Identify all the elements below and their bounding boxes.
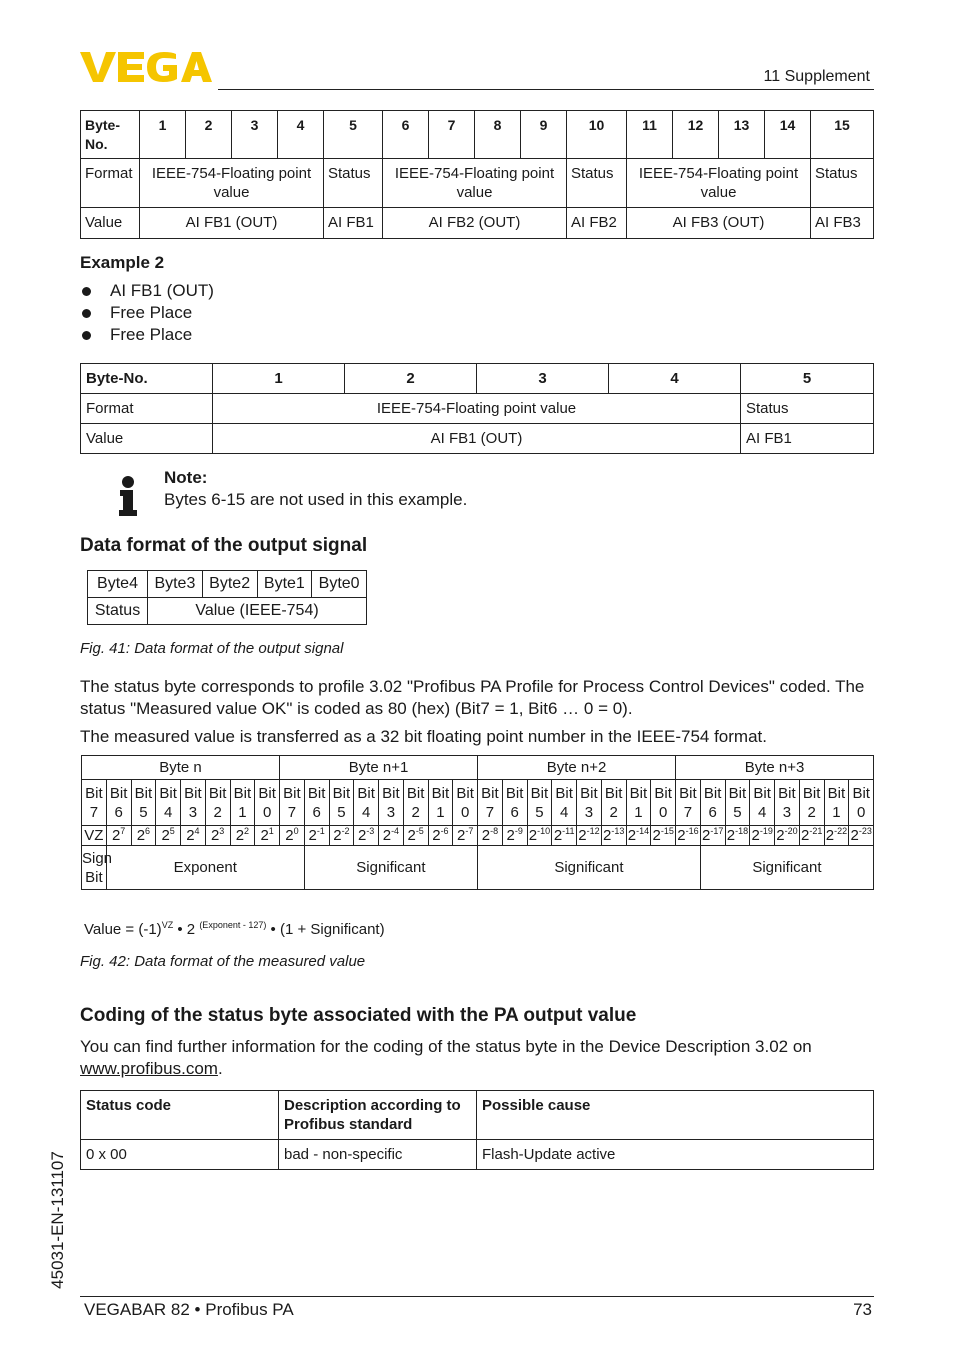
power-base: 2	[652, 827, 661, 844]
footer-rule	[80, 1296, 874, 1297]
bit-cell	[379, 780, 404, 826]
bit-word: Bit	[530, 784, 549, 802]
power-cell	[700, 826, 725, 846]
table-cell: 14	[765, 111, 811, 159]
power-exponent: 4	[194, 826, 200, 836]
power-base: 2	[825, 827, 835, 844]
table-cell: Byte-No.	[81, 111, 140, 159]
table-cell: Byte n+3	[676, 756, 874, 780]
example-2-table	[80, 363, 874, 454]
power-base: 2	[677, 827, 686, 844]
table-cell: 13	[719, 111, 765, 159]
bit-word: Bit	[159, 784, 177, 802]
table-cell: Format	[81, 159, 140, 208]
power-base: 2	[850, 827, 859, 844]
power-base: 2	[260, 827, 269, 844]
table-cell: Significant	[478, 846, 701, 890]
power-cell	[478, 826, 503, 846]
bit-cell	[304, 780, 329, 826]
table-cell: IEEE-754-Floating point value	[140, 159, 324, 208]
bit-cell	[255, 780, 280, 826]
bit-word: Bit	[456, 784, 474, 802]
power-exponent: -8	[490, 826, 499, 836]
table-cell: Byte0	[312, 571, 367, 598]
bit-number: 5	[535, 803, 544, 821]
power-cell	[131, 826, 156, 846]
table-cell: Status	[567, 159, 627, 208]
bit-number: 6	[114, 803, 123, 821]
power-base: 2	[407, 827, 416, 844]
example-heading: Example 2	[80, 253, 165, 272]
table-cell: 1	[140, 111, 186, 159]
table-cell: Significant	[700, 846, 873, 890]
power-cell	[403, 826, 428, 846]
table-cell: Byte n+2	[478, 756, 676, 780]
bit-cell	[403, 780, 428, 826]
list-item: AI FB1 (OUT)	[80, 280, 214, 302]
table-header: Description according to Profibus standard	[279, 1091, 477, 1140]
bit-word: Bit	[332, 784, 351, 802]
header-rule	[218, 89, 874, 90]
bit-word: Bit	[109, 784, 128, 802]
bit-number: 3	[584, 803, 594, 821]
table-cell	[82, 846, 113, 890]
paragraph-text: You can find further information for the coding of the status byte in the Device Description 3.02 on	[80, 1037, 812, 1056]
formula-mid: • 2	[173, 921, 200, 938]
info-icon	[116, 474, 140, 516]
table-cell: 6	[383, 111, 429, 159]
power-exponent: 6	[145, 826, 151, 836]
bit-word: Bit	[258, 784, 276, 802]
power-base: 2	[553, 827, 563, 844]
section-heading: Coding of the status byte associated with the PA output value	[80, 1005, 637, 1026]
bit-cell	[700, 780, 725, 826]
table-cell: Value	[81, 424, 213, 454]
sign-bit-label-a: Sign	[82, 849, 113, 867]
power-cell	[527, 826, 552, 846]
bit-word: Bit	[604, 784, 623, 802]
bit-word: Bit	[357, 784, 375, 802]
table-cell: 4	[609, 364, 741, 394]
bit-number: 3	[188, 803, 198, 821]
bit-word: Bit	[728, 784, 747, 802]
bit-cell	[156, 780, 181, 826]
section-label: 11 Supplement	[763, 68, 870, 85]
power-exponent: -4	[391, 826, 400, 836]
table-cell: 7	[429, 111, 475, 159]
table-cell: 5	[741, 364, 874, 394]
power-cell	[626, 826, 651, 846]
power-exponent: -14	[636, 826, 650, 836]
power-exponent: -18	[735, 826, 749, 836]
power-cell	[329, 826, 354, 846]
bit-cell	[230, 780, 255, 826]
bit-cell	[131, 780, 156, 826]
power-base: 2	[627, 827, 637, 844]
paragraph	[80, 1036, 880, 1080]
power-cell	[453, 826, 478, 846]
bit-number: 4	[361, 803, 371, 821]
bit-number: 0	[857, 803, 866, 821]
bit-number: 5	[139, 803, 148, 821]
bit-cell	[849, 780, 874, 826]
table-cell: AI FB3 (OUT)	[627, 208, 811, 239]
formula-start: Value = (-1)	[84, 921, 162, 938]
table-cell: Byte-No.	[81, 364, 213, 394]
table-cell: Byte3	[148, 571, 203, 598]
bit-number: 0	[659, 803, 668, 821]
table-cell: Flash-Update active	[477, 1140, 874, 1170]
bit-cell	[205, 780, 230, 826]
bit-number: 2	[411, 803, 420, 821]
power-exponent: -15	[660, 826, 674, 836]
bit-word: Bit	[208, 784, 227, 802]
power-base: 2	[382, 827, 392, 844]
power-exponent: 0	[293, 826, 299, 836]
table-cell: Status	[88, 598, 148, 625]
bit-number: 1	[832, 803, 841, 821]
formula-exp: (Exponent - 127)	[199, 920, 267, 930]
table-header: Possible cause	[477, 1091, 874, 1140]
power-base: 2	[776, 827, 785, 844]
table-cell: Byte n	[82, 756, 280, 780]
power-cell	[799, 826, 824, 846]
power-cell	[354, 826, 379, 846]
power-cell	[255, 826, 280, 846]
bit-cell	[577, 780, 602, 826]
bit-number: 1	[634, 803, 643, 821]
power-cell	[577, 826, 602, 846]
figure-caption: Fig. 41: Data format of the output signal	[80, 640, 344, 657]
power-exponent: -22	[834, 826, 848, 836]
table-cell: AI FB1 (OUT)	[213, 424, 741, 454]
power-base: 2	[456, 827, 466, 844]
bit-cell	[775, 780, 800, 826]
bit-number: 5	[337, 803, 346, 821]
table-cell: 3	[477, 364, 609, 394]
table-cell: Significant	[304, 846, 477, 890]
bit-number: 6	[312, 803, 321, 821]
table-cell: Value (IEEE-754)	[148, 598, 367, 625]
bit-number: 2	[807, 803, 816, 821]
figure-caption: Fig. 42: Data format of the measured value	[80, 953, 366, 970]
table-cell: AI FB1 (OUT)	[140, 208, 324, 239]
bit-cell	[799, 780, 824, 826]
table-cell: AI FB2	[567, 208, 627, 239]
vega-logo	[80, 50, 212, 84]
bit-cell	[552, 780, 577, 826]
bit-word: Bit	[431, 784, 450, 802]
table-cell: Value	[81, 208, 140, 239]
bit-word: Bit	[852, 784, 870, 802]
power-exponent: -23	[858, 826, 872, 836]
document-number	[47, 1140, 69, 1300]
power-base: 2	[726, 827, 736, 844]
power-base: 2	[333, 827, 342, 844]
table-cell: Byte2	[202, 571, 257, 598]
bit-word: Bit	[233, 784, 252, 802]
power-base: 2	[235, 827, 245, 844]
bit-number: 7	[89, 803, 99, 821]
bit-number: 4	[758, 803, 767, 821]
bit-number: 7	[287, 803, 297, 821]
power-cell	[824, 826, 849, 846]
power-exponent: 5	[169, 826, 175, 836]
power-exponent: -19	[759, 826, 773, 836]
power-exponent: -13	[611, 826, 625, 836]
bit-cell	[676, 780, 701, 826]
bit-number: 2	[609, 803, 618, 821]
bit-number: 3	[782, 803, 792, 821]
power-base: 2	[111, 827, 121, 844]
power-exponent: -17	[710, 826, 724, 836]
power-base: 2	[602, 827, 612, 844]
power-exponent: 2	[244, 826, 250, 836]
example-bullet-list	[80, 280, 214, 346]
table-cell: 15	[811, 111, 874, 159]
power-cell	[205, 826, 230, 846]
power-cell	[601, 826, 626, 846]
note-title: Note:	[164, 468, 208, 487]
table-cell: bad - non-specific	[279, 1140, 477, 1170]
bit-number: 4	[163, 803, 173, 821]
power-base: 2	[357, 827, 367, 844]
bit-word: Bit	[753, 784, 771, 802]
status-code-table	[80, 1090, 874, 1170]
power-exponent: -2	[341, 826, 350, 836]
bit-cell	[478, 780, 503, 826]
bit-word: Bit	[802, 784, 821, 802]
formula-vz: VZ	[161, 920, 174, 930]
bit-cell	[750, 780, 775, 826]
table-cell: 5	[324, 111, 383, 159]
bit-word: Bit	[580, 784, 598, 802]
power-base: 2	[186, 827, 195, 844]
power-cell	[106, 826, 131, 846]
power-base: 2	[751, 827, 760, 844]
power-exponent: -7	[465, 826, 474, 836]
power-exponent: -5	[415, 826, 424, 836]
sign-bit-label-b: Bit	[85, 868, 103, 886]
table-cell: AI FB1	[324, 208, 383, 239]
list-item: Free Place	[80, 302, 214, 324]
bit-cell	[601, 780, 626, 826]
table-cell: AI FB3	[811, 208, 874, 239]
bit-word: Bit	[481, 784, 499, 802]
power-base: 2	[432, 827, 441, 844]
paragraph: The measured value is transferred as a 32 bit floating point number in the IEEE-754 format.	[80, 727, 767, 746]
table-cell: AI FB1	[741, 424, 874, 454]
bit-word: Bit	[505, 784, 524, 802]
bit-number: 6	[510, 803, 519, 821]
table-cell: 11	[627, 111, 673, 159]
table-header: Status code	[81, 1091, 279, 1140]
bit-number: 7	[485, 803, 495, 821]
power-base: 2	[285, 827, 294, 844]
table-cell: 4	[278, 111, 324, 159]
footer-product: VEGABAR 82 • Profibus PA	[84, 1300, 294, 1319]
bit-word: Bit	[85, 784, 103, 802]
table-cell: IEEE-754-Floating point value	[627, 159, 811, 208]
table-cell: AI FB2 (OUT)	[383, 208, 567, 239]
bit-word: Bit	[679, 784, 697, 802]
power-cell	[379, 826, 404, 846]
power-cell	[651, 826, 676, 846]
power-exponent: -20	[784, 826, 798, 836]
power-exponent: -1	[316, 826, 325, 836]
power-cell	[280, 826, 305, 846]
power-cell	[181, 826, 206, 846]
table-cell: Byte4	[88, 571, 148, 598]
list-item: Free Place	[80, 324, 214, 346]
power-base: 2	[528, 827, 538, 844]
bit-cell	[354, 780, 379, 826]
bit-number: 2	[213, 803, 222, 821]
bit-cell	[181, 780, 206, 826]
bit-cell	[725, 780, 750, 826]
table-cell: Exponent	[106, 846, 304, 890]
table-cell: 2	[186, 111, 232, 159]
power-exponent: -10	[537, 826, 551, 836]
bit-word: Bit	[827, 784, 846, 802]
bit-cell	[502, 780, 527, 826]
table-cell: 1	[213, 364, 345, 394]
bit-cell	[329, 780, 354, 826]
bit-cell	[651, 780, 676, 826]
table-cell: 10	[567, 111, 627, 159]
power-base: 2	[210, 827, 220, 844]
power-exponent: 3	[219, 826, 225, 836]
power-base: 2	[161, 827, 170, 844]
bit-cell	[527, 780, 552, 826]
formula-end: • (1 + Significant)	[266, 921, 385, 938]
power-cell	[775, 826, 800, 846]
bit-word: Bit	[654, 784, 672, 802]
power-base: 2	[702, 827, 711, 844]
power-cell	[849, 826, 874, 846]
bit-number: 0	[460, 803, 470, 821]
bit-cell	[626, 780, 651, 826]
power-cell	[502, 826, 527, 846]
table-cell: 2	[345, 364, 477, 394]
power-base: 2	[136, 827, 146, 844]
table-cell: IEEE-754-Floating point value	[383, 159, 567, 208]
table-cell: Byte n+1	[280, 756, 478, 780]
power-cell	[676, 826, 701, 846]
power-exponent: -9	[514, 826, 523, 836]
power-exponent: -21	[809, 826, 823, 836]
paragraph: The status byte corresponds to profile 3.02 "Profibus PA Profile for Process Control Devices" coded. The status "Measured value OK" is coded as 80 (hex) (Bit7 = 1, Bit6 … 0 = 0).	[80, 677, 865, 718]
note-text: Bytes 6-15 are not used in this example.	[164, 490, 468, 509]
page-number: 73	[853, 1300, 872, 1319]
bit-word: Bit	[283, 784, 301, 802]
bit-cell	[106, 780, 131, 826]
bit-word: Bit	[406, 784, 425, 802]
bit-number: 4	[560, 803, 569, 821]
power-cell	[428, 826, 453, 846]
bit-cell	[428, 780, 453, 826]
power-exponent: 7	[120, 826, 126, 836]
bit-word: Bit	[382, 784, 400, 802]
bit-cell	[824, 780, 849, 826]
table-cell: Status	[811, 159, 874, 208]
power-exponent: -6	[440, 826, 449, 836]
bit-cell	[82, 780, 107, 826]
bit-cell	[453, 780, 478, 826]
power-exponent: -3	[366, 826, 375, 836]
document-number-text: 45031-EN-131107	[48, 1151, 67, 1289]
table-cell: 8	[475, 111, 521, 159]
value-formula	[84, 920, 385, 938]
power-base: 2	[801, 827, 810, 844]
power-exponent: -12	[586, 826, 600, 836]
bit-number: 5	[733, 803, 742, 821]
table-cell: 9	[521, 111, 567, 159]
power-exponent: -16	[685, 826, 699, 836]
profibus-link[interactable]: www.profibus.com	[80, 1059, 218, 1078]
power-base: 2	[578, 827, 587, 844]
bit-cell	[280, 780, 305, 826]
bit-word: Bit	[307, 784, 326, 802]
paragraph-end: .	[217, 1059, 223, 1078]
table-cell: 3	[232, 111, 278, 159]
power-exponent: 1	[268, 826, 274, 836]
power-cell	[156, 826, 181, 846]
bytes-1-15-table	[80, 110, 874, 239]
bit-word: Bit	[629, 784, 648, 802]
bit-word: Bit	[134, 784, 153, 802]
bit-number: 6	[708, 803, 717, 821]
section-heading: Data format of the output signal	[80, 535, 368, 556]
power-base: 2	[506, 827, 515, 844]
bit-number: 7	[683, 803, 693, 821]
power-cell	[552, 826, 577, 846]
power-cell	[230, 826, 255, 846]
power-cell	[750, 826, 775, 846]
bit-word: Bit	[703, 784, 722, 802]
table-cell: Byte1	[257, 571, 312, 598]
bit-word: Bit	[184, 784, 202, 802]
power-cell	[725, 826, 750, 846]
table-cell: 12	[673, 111, 719, 159]
vz-cell: VZ	[82, 826, 107, 846]
table-cell: 0 x 00	[81, 1140, 279, 1170]
table-cell: Status	[324, 159, 383, 208]
bit-number: 1	[436, 803, 445, 821]
table-cell: Status	[741, 394, 874, 424]
bit-word: Bit	[555, 784, 573, 802]
bit-word: Bit	[778, 784, 796, 802]
table-cell: IEEE-754-Floating point value	[213, 394, 741, 424]
power-cell	[304, 826, 329, 846]
bit-number: 1	[238, 803, 247, 821]
power-base: 2	[481, 827, 491, 844]
measured-value-bit-table	[81, 755, 874, 890]
bit-number: 3	[386, 803, 396, 821]
power-exponent: -11	[562, 826, 575, 836]
output-signal-table	[87, 570, 367, 625]
power-base: 2	[308, 827, 317, 844]
bit-number: 0	[262, 803, 272, 821]
table-cell: Format	[81, 394, 213, 424]
